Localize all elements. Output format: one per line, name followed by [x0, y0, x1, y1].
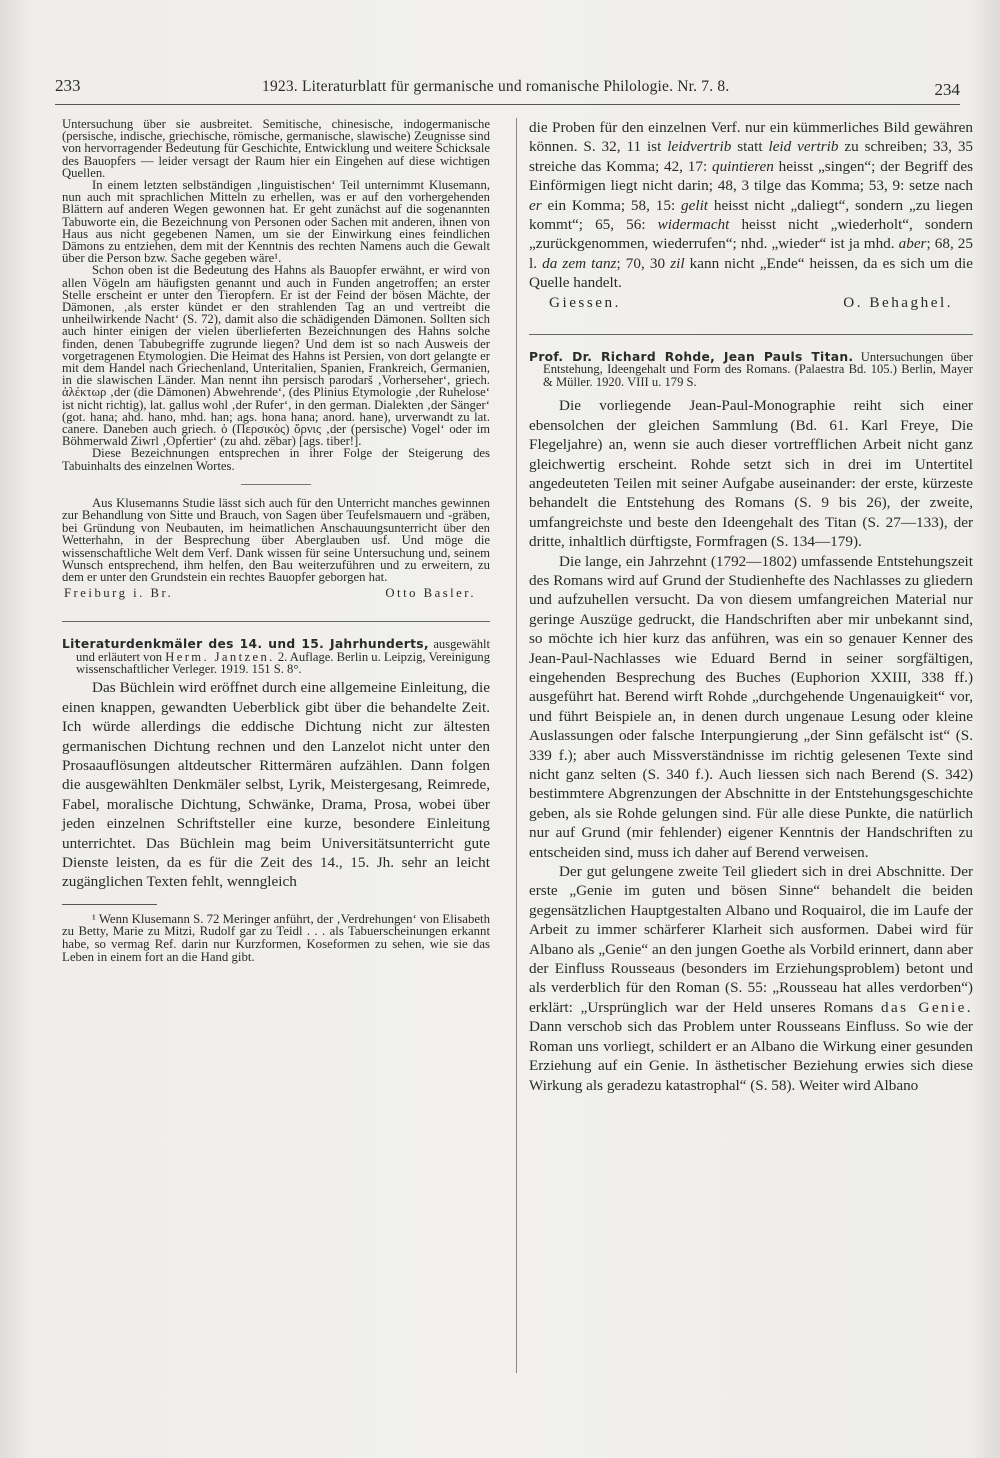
- review-klusemann-continued: [62, 118, 490, 472]
- footnote-rule: [62, 904, 157, 905]
- review-divider: [529, 334, 973, 335]
- page-number-left: 233: [55, 76, 81, 95]
- editor-name: Herm. Jantzen.: [165, 649, 275, 664]
- right-column: [516, 118, 973, 1373]
- signature-place: Giessen.: [549, 293, 621, 311]
- signature-author: O. Behaghel.: [843, 293, 953, 311]
- signature-place: Freiburg i. Br.: [64, 585, 174, 600]
- paragraph: Die lange, ein Jahrzehnt (1792—1802) umfassende Entstehungszeit des Romans wird auf Grund der Studienhefte des Nachlasses zu gliedern und aufzuhellen versucht. Da von diesem umfangreichen Material nur geringe Auszüge gedruckt, die Handschriften aber mir unbekannt sind, so möchte ich hier kurz das anführen, was ein so genauer Kenner des Jean-Paul-Nachlasses wie Eduard Bernd in seiner sorgfältigen, eingehenden Besprechung des Buches (Euphorion XXIII, 338 ff.) ausgeführt hat. Berend wirft Rohde „durchgehende Ungenauigkeit“ vor, und führt Beispiele an, in denen durch ungenaue Lesung oder kleine Auslassungen oder falsche Interpungierung „der Sinn gefälscht ist“ (S. 339 f.); aber auch Missverständnisse im richtig gelesenen Texte sind nicht ganz selten (S. 340 f.). Auch liessen sich nach Berend (S. 342) bestimmtere Abgrenzungen der Abschnitte in der Entstehungsgeschichte geben, als sie Rohde gelungen sind. Für alle diese Punkte, die natürlich nur auf Grund (mir fehlender) eigener Kenntnis der Handschriften zu entscheiden sind, muss ich daher auf Berend verweisen.: [529, 552, 973, 861]
- review-body-rohde: [529, 396, 973, 1095]
- section-divider: [241, 484, 311, 485]
- signature: [529, 293, 973, 312]
- page-header: [55, 76, 960, 105]
- book-title: Literaturdenkmäler des 14. und 15. Jahrhunderts,: [62, 637, 429, 652]
- page-number-right: 234: [934, 80, 960, 99]
- signature-author: Otto Basler.: [385, 585, 476, 600]
- running-title: 1923. Literaturblatt für germanische und romanische Philologie. Nr. 7. 8.: [262, 78, 730, 95]
- review-heading-rohde: Prof. Dr. Richard Rohde, Jean Pauls Titan. Untersuchungen über Entstehung, Ideengehalt und Form des Romans. (Palaestra Bd. 105.) Berlin, Mayer & Müller. 1920. VIII u. 179 S.: [529, 350, 973, 389]
- review-heading-literaturdenkmaeler: Literaturdenkmäler des 14. und 15. Jahrhunderts, ausgewählt und erläutert von Herm. Jantzen. 2. Auflage. Berlin u. Leipzig, Vereinigung wissenschaftlicher Verleger. 1919. 151 S. 8°.: [62, 637, 490, 676]
- paragraph: Aus Klusemanns Studie lässt sich auch für den Unterricht manches gewinnen zur Behandlung von Sitte und Brauch, von Sagen über Teufelsmauern und -gräben, bei Gründung von Neubauten, im heimatlichen Anschauungsunterricht über den Wetterhahn, in der Besprechung über Aberglauben usf. Und möge die wissenschaftliche Welt dem Verf. Dank wissen für seine Untersuchung und, seinem Wunsch entsprechend, ihm helfen, den Bau weiterzuführen und zu erweitern, zu dem er unter den Grundstein ein rechtes Bauopfer geborgen hat.: [62, 495, 490, 585]
- review-body-literaturdenkmaeler: [62, 678, 490, 891]
- review-divider: [62, 621, 490, 622]
- review-continued-behaghel: [529, 118, 973, 312]
- paragraph: Die vorliegende Jean-Paul-Monographie reiht sich einer ebensolchen der gleichen Sammlung (Bd. 61. Karl Freye, Die Flegeljahre) an, wenn sie auch dieser vortrefflichen Arbeit nicht ganz gleichwertig erscheint. Rohde setzt sich in drei im Untertitel angedeuteten Teilen mit seiner Aufgabe auseinander: der erste, kürzeste behandelt die Entstehung des Romans (S. 9 bis 26), der zweite, umfangreichste und beste den Ideengehalt des Titan (S. 27—133), der dritte, inhaltlich dürftigste, Formfragen (S. 134—179).: [529, 397, 973, 551]
- paragraph: die Proben für den einzelnen Verf. nur ein kümmerliches Bild gewähren können. S. 32, 11 ist leidvertrib statt leid vertrib zu schreiben; 33, 35 streiche das Komma; 42, 17: quintieren heisst „singen“; der Begriff des Einförmigen liegt nicht darin; 48, 3 tilge das Komma; 53, 9: setze nach er ein Komma; 58, 15: gelit heisst nicht „daliegt“, sondern „zu liegen kommt“; 65, 56: widermacht heisst nicht „wiederholt“, sondern „zurückgenommen, wiederrufen“; nhd. „wieder“ ist ja mhd. aber; 68, 25 l. da zem tanz; 70, 30 zil kann nicht „Ende“ heissen, da es sich um die Quelle handelt.: [529, 119, 974, 292]
- paragraph: Schon oben ist die Bedeutung des Hahns als Bauopfer erwähnt, er wird von allen Vögeln am häufigsten genannt und auch in Funden angetroffen; an erster Stelle erscheint er unter den Tieropfern. Er ist der Feind der bösen Mächte, der Dämonen, ‚als erster kündet er den strahlenden Tag an und vertreibt die unheilwirkende Nacht‘ (S. 72), damit also die schädigenden Dämonen. Sollten sich auch hinter einigen der vielen überlieferten Bezeichnungen des Hahns solche finden, denen Tabubegriffe zugrunde liegen? Und dem ist so nach Ausweis der vorgetragenen Etymologien. Die Heimat des Hahns ist Persien, von dort gelangte er mit dem Handel nach Griechenland, Unteritalien, Spanien, Frankreich, Germanien, in die slawischen Länder. Man nennt ihn persisch parodarš ‚Vorherseher‘, griech. ἀλέκτωρ ‚der (die Dämonen) Abwehrende‘, (des Plinius Etymologie ‚der Ruhelose‘ ist nicht richtig), lat. gallus wohl ‚der Rufer‘, in den german. Dialekten ‚der Sänger‘ (got. hana; ahd. hano, mhd. han; ags. hona hana; anord. hane), urverwandt zu lat. canere. Daneben auch griech. ὁ (Περσικὸς) ὄρνις ‚der (persische) Vogel‘ oder im Böhmerwald Ziwrl ‚Opfertier‘ (zu ahd. zëbar) [ags. tiber!].: [62, 263, 490, 449]
- author-name: Richard Rohde,: [601, 350, 716, 365]
- paragraph: Untersuchung über sie ausbreitet. Semitische, chinesische, indogermanische (persische, indische, griechische, römische, germanische, slawische) Zeugnisse sind von hervorragender Bedeutung für Geschichte, Entwicklung und weitere Schicksale des Bauopfers — leider versagt der Raum hier ein Eingehen auf diese wichtigen Quellen.: [62, 117, 490, 180]
- book-title: Jean Pauls Titan.: [715, 350, 854, 365]
- left-column: [62, 118, 490, 963]
- review-klusemann-conclusion: [62, 497, 490, 599]
- paragraph: Diese Bezeichnungen entsprechen in ihrer Folge der Steigerung des Tabuinhalts des einzelnen Wortes.: [62, 446, 490, 473]
- signature: [62, 587, 490, 599]
- paragraph: Das Büchlein wird eröffnet durch eine allgemeine Einleitung, die einen knappen, gewandten Ueberblick gibt über die behandelte Zeit. Ich würde allerdings die eddische Dichtung nicht zur ältesten germanischen Dichtung rechnen und den Lanzelot nicht unter den Prosaauflösungen altdeutscher Rittermären aufzählen. Dann folgen die ausgewählten Denkmäler selbst, Lyrik, Meistergesang, Reimrede, Fabel, moralische Dichtung, Schwänke, Drama, Prosa, wobei über jeden einzelnen Schriftsteller eine kurze, besondere Einleitung unterrichtet. Das Büchlein mag beim Universitätsunterricht gute Dienste leisten, da es für die Zeit des 14., 15. Jh. sehr an leicht zugänglichen Texten fehlt, wenngleich: [62, 679, 490, 891]
- paragraph: Der gut gelungene zweite Teil gliedert sich in drei Abschnitte. Der erste „Genie im guten und bösen Sinne“ behandelt die beiden gegensätzlichen Hauptgestalten Albano und Roquairol, die im Laufe der Arbeit zu immer schärferer Klarheit sich ausformen. Dabei wird für Albano als „Genie“ an den jungen Goethe als Vorbild erinnert, dann aber der Einfluss Rousseaus (besonders im Erziehungsproblem) betont und als verderblich für den Roman (S. 55: „Rousseau hat alles verdorben“) erklärt: „Ursprünglich war der Held unseres Romans das Genie. Dann verschob sich das Problem unter Rousseans Einfluss. So wie der Roman uns vorliegt, schildert er an Albano die Wirkung einer gesunden Erziehung auf ein Genie. In ästhetischer Beziehung erwies sich diese Wirkung als geradezu katastrophal“ (S. 58). Weiter wird Albano: [529, 863, 974, 1094]
- footnote: ¹ Wenn Klusemann S. 72 Meringer anführt, der ‚Verdrehungen‘ von Elisabeth zu Betty, Marie zu Mitzi, Rudolf gar zu Teidl . . . als Tabuerscheinungen erkannt habe, so vermag Ref. darin nur Kurzformen, Koseformen zu sehen, wie sie das Leben in einem fort an die Hand gibt.: [62, 911, 490, 964]
- paragraph: In einem letzten selbständigen ‚linguistischen‘ Teil unternimmt Klusemann, nun auch mit sprachlichen Mitteln zu erhellen, was er auf den vorhergehenden Blättern auf anderen Wegen gewonnen hat. Er geht zunächst auf die sogenannten Tabuworte ein, die Bezeichnung von Personen oder Sachen mit anderen, ihnen von Haus aus nicht gegebenen Namen, um sie der Einwirkung eines feindlichen Dämons zu entziehen, dem mit der Kenntnis des rechten Namens auch die Gewalt über die Person bzw. Sache gegeben wäre¹.: [62, 178, 490, 266]
